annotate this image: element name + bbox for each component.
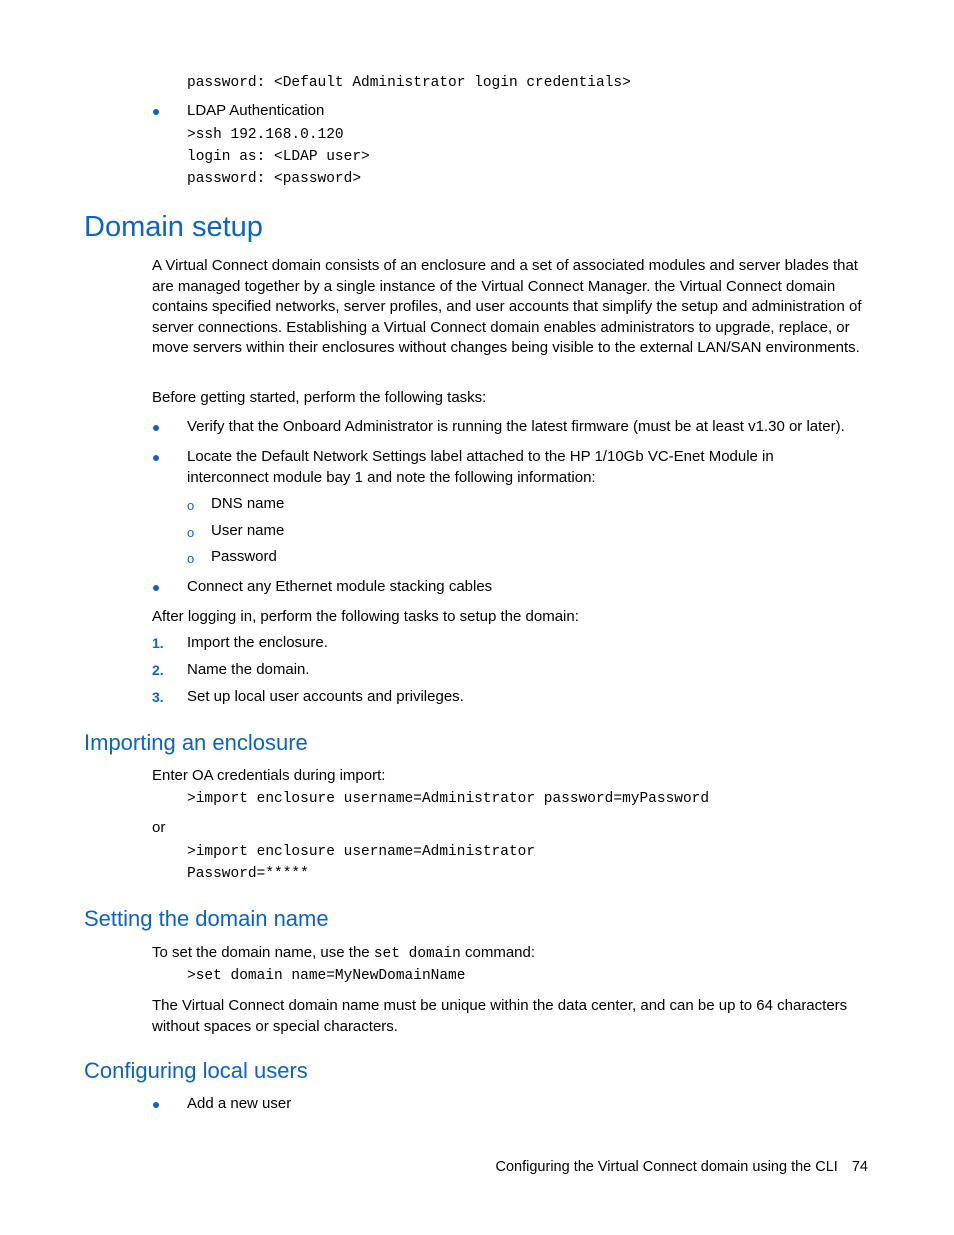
- subsection-heading: Setting the domain name: [84, 906, 329, 931]
- code-line: >import enclosure username=Administrator: [187, 844, 536, 860]
- bullet-text: Connect any Ethernet module stacking cables: [187, 578, 493, 595]
- page-number: 74: [851, 1159, 868, 1175]
- bullet-icon: [153, 455, 159, 461]
- paragraph: or: [152, 819, 166, 836]
- paragraph: Enter OA credentials during import:: [152, 767, 386, 784]
- sub-bullet-icon: o: [187, 525, 195, 540]
- sub-item-text: DNS name: [211, 495, 285, 512]
- bullet-icon: [153, 585, 159, 591]
- step-number: 1.: [152, 635, 164, 651]
- bullet-icon: [153, 425, 159, 431]
- code-line: password: <Default Administrator login credentials>: [187, 75, 631, 91]
- page-footer: [496, 1159, 868, 1175]
- step-number: 3.: [152, 689, 164, 705]
- step-text: Name the domain.: [187, 661, 310, 678]
- sub-bullet-icon: o: [187, 498, 195, 513]
- bullet-text: Verify that the Onboard Administrator is running the latest firmware (must be at least v1.30 or later).: [187, 418, 845, 435]
- code-line: >set domain name=MyNewDomainName: [187, 968, 466, 984]
- bullet-icon: [153, 1102, 159, 1108]
- paragraph: The Virtual Connect domain name must be unique within the data center, and can be up to 64 characters without spaces or special characters.: [152, 997, 848, 1035]
- bullet-icon: [153, 109, 159, 115]
- sub-item-text: Password: [211, 548, 277, 565]
- paragraph-text: command:: [465, 944, 536, 961]
- inline-code: set domain: [373, 946, 461, 962]
- code-line: >ssh 192.168.0.120: [187, 127, 344, 143]
- code-line: >import enclosure username=Administrator password=myPassword: [187, 791, 710, 807]
- bullet-text: LDAP Authentication: [187, 102, 325, 119]
- subsection-heading: Configuring local users: [84, 1058, 308, 1083]
- paragraph: Before getting started, perform the following tasks:: [152, 389, 487, 406]
- step-text: Set up local user accounts and privileges.: [187, 688, 464, 705]
- paragraph-text: To set the domain name, use the: [152, 944, 370, 961]
- paragraph: [152, 944, 535, 962]
- paragraph: A Virtual Connect domain consists of an enclosure and a set of associated modules and server blades that are managed together by a single instance of the Virtual Connect Manager. the Virtual Connect domain contains specified networks, server profiles, and user accounts that simplify the setup and administration of server connections. Establishing a Virtual Connect domain enables administrators to upgrade, replace, or move servers within their enclosures without changes being visible to the external LAN/SAN environments.: [152, 257, 862, 356]
- step-text: Import the enclosure.: [187, 634, 328, 651]
- code-line: password: <password>: [187, 171, 362, 187]
- code-line: Password=*****: [187, 866, 309, 882]
- paragraph: After logging in, perform the following tasks to setup the domain:: [152, 608, 579, 625]
- footer-text: Configuring the Virtual Connect domain using the CLI: [495, 1159, 838, 1175]
- section-heading: Domain setup: [84, 211, 263, 243]
- sub-bullet-icon: o: [187, 551, 195, 566]
- step-number: 2.: [152, 662, 164, 678]
- bullet-text: Locate the Default Network Settings label attached to the HP 1/10Gb VC-Enet Module in interconnect module bay 1 and note the following information:: [187, 448, 774, 486]
- code-line: login as: <LDAP user>: [187, 149, 370, 165]
- subsection-heading: Importing an enclosure: [84, 730, 308, 755]
- sub-item-text: User name: [211, 522, 285, 539]
- bullet-text: Add a new user: [187, 1095, 292, 1112]
